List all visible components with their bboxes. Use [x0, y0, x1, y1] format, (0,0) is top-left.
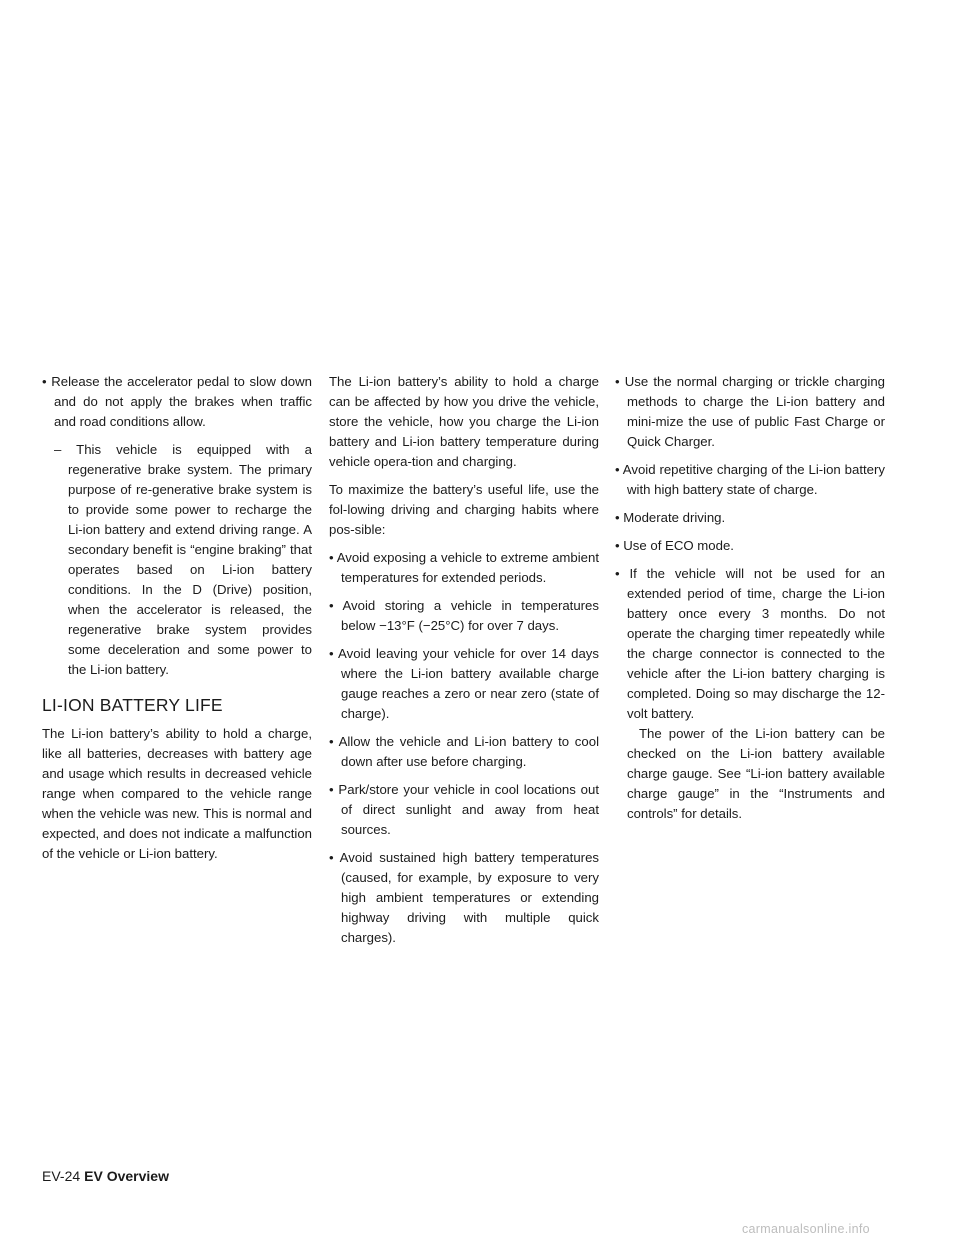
paragraph-charge-ability: The Li-ion battery’s ability to hold a charge can be affected by how you drive the vehicle, store the vehicle, how you charge the Li-ion battery and Li-ion battery temperature during vehicle opera-tion and charging.	[329, 374, 599, 469]
bullet-high-temperatures: • Avoid sustained high battery temperatures (caused, for example, by exposure to very high ambient temperatures or extending highway driving with multiple quick charges).	[329, 850, 599, 945]
bullet-extended-storage: • If the vehicle will not be used for an extended period of time, charge the Li-ion battery once every 3 months. Do not operate the charging timer repeatedly while the charge connector is connected to the vehicle after the Li-ion battery charging is completed. Doing so may discharge the 12-volt battery.	[615, 566, 885, 721]
paragraph-maximize-life: To maximize the battery’s useful life, use the fol-lowing driving and charging habits where pos-sible:	[329, 482, 599, 537]
watermark: carmanualsonline.info	[742, 1222, 870, 1236]
paragraph-battery-life: The Li-ion battery’s ability to hold a charge, like all batteries, decreases with battery age and usage which results in decreased vehicle range when compared to the vehicle range when the vehicle was new. This is normal and expected, and does not indicate a malfunction of the vehicle or Li-ion battery.	[42, 726, 312, 861]
bullet-eco-mode: • Use of ECO mode.	[615, 538, 734, 553]
paragraph-charge-gauge: The power of the Li-ion battery can be checked on the Li-ion battery available charge gauge. See “Li-ion battery available charge gauge” in the “Instruments and controls” for details.	[627, 726, 885, 821]
bullet-extreme-temperatures: • Avoid exposing a vehicle to extreme ambient temperatures for extended periods.	[329, 550, 599, 585]
subitem-regenerative-brake: – This vehicle is equipped with a regenerative brake system. The primary purpose of re-generative brake system is to provide some power to recharge the Li-ion battery and extend driving range. A secondary benefit is “engine braking” that operates based on Li-ion battery conditions. In the D (Drive) position, when the accelerator is released, the regenerative brake system provides some deceleration and some power to the Li-ion battery.	[54, 442, 312, 677]
bullet-release-accelerator: • Release the accelerator pedal to slow down and do not apply the brakes when traffic and road conditions allow.	[42, 374, 312, 429]
page-number: EV-24	[42, 1168, 81, 1184]
section-name: EV Overview	[84, 1168, 169, 1184]
bullet-cool-down: • Allow the vehicle and Li-ion battery to cool down after use before charging.	[329, 734, 599, 769]
column-middle	[329, 372, 599, 956]
bullet-repetitive-charging: • Avoid repetitive charging of the Li-ion battery with high battery state of charge.	[615, 462, 885, 497]
bullet-storing-temperatures: • Avoid storing a vehicle in temperatures below −13°F (−25°C) for over 7 days.	[329, 598, 599, 633]
column-right	[615, 372, 885, 832]
page-footer	[42, 1167, 169, 1185]
bullet-normal-charging: • Use the normal charging or trickle charging methods to charge the Li-ion battery and mini-mize the use of public Fast Charge or Quick Charger.	[615, 374, 885, 449]
bullet-moderate-driving: • Moderate driving.	[615, 510, 726, 525]
section-heading: LI-ION BATTERY LIFE	[42, 695, 223, 715]
bullet-park-store: • Park/store your vehicle in cool locations out of direct sunlight and away from heat sources.	[329, 782, 599, 837]
column-left	[42, 372, 312, 872]
bullet-leaving-vehicle: • Avoid leaving your vehicle for over 14 days where the Li-ion battery available charge gauge reaches a zero or near zero (state of charge).	[329, 646, 599, 721]
